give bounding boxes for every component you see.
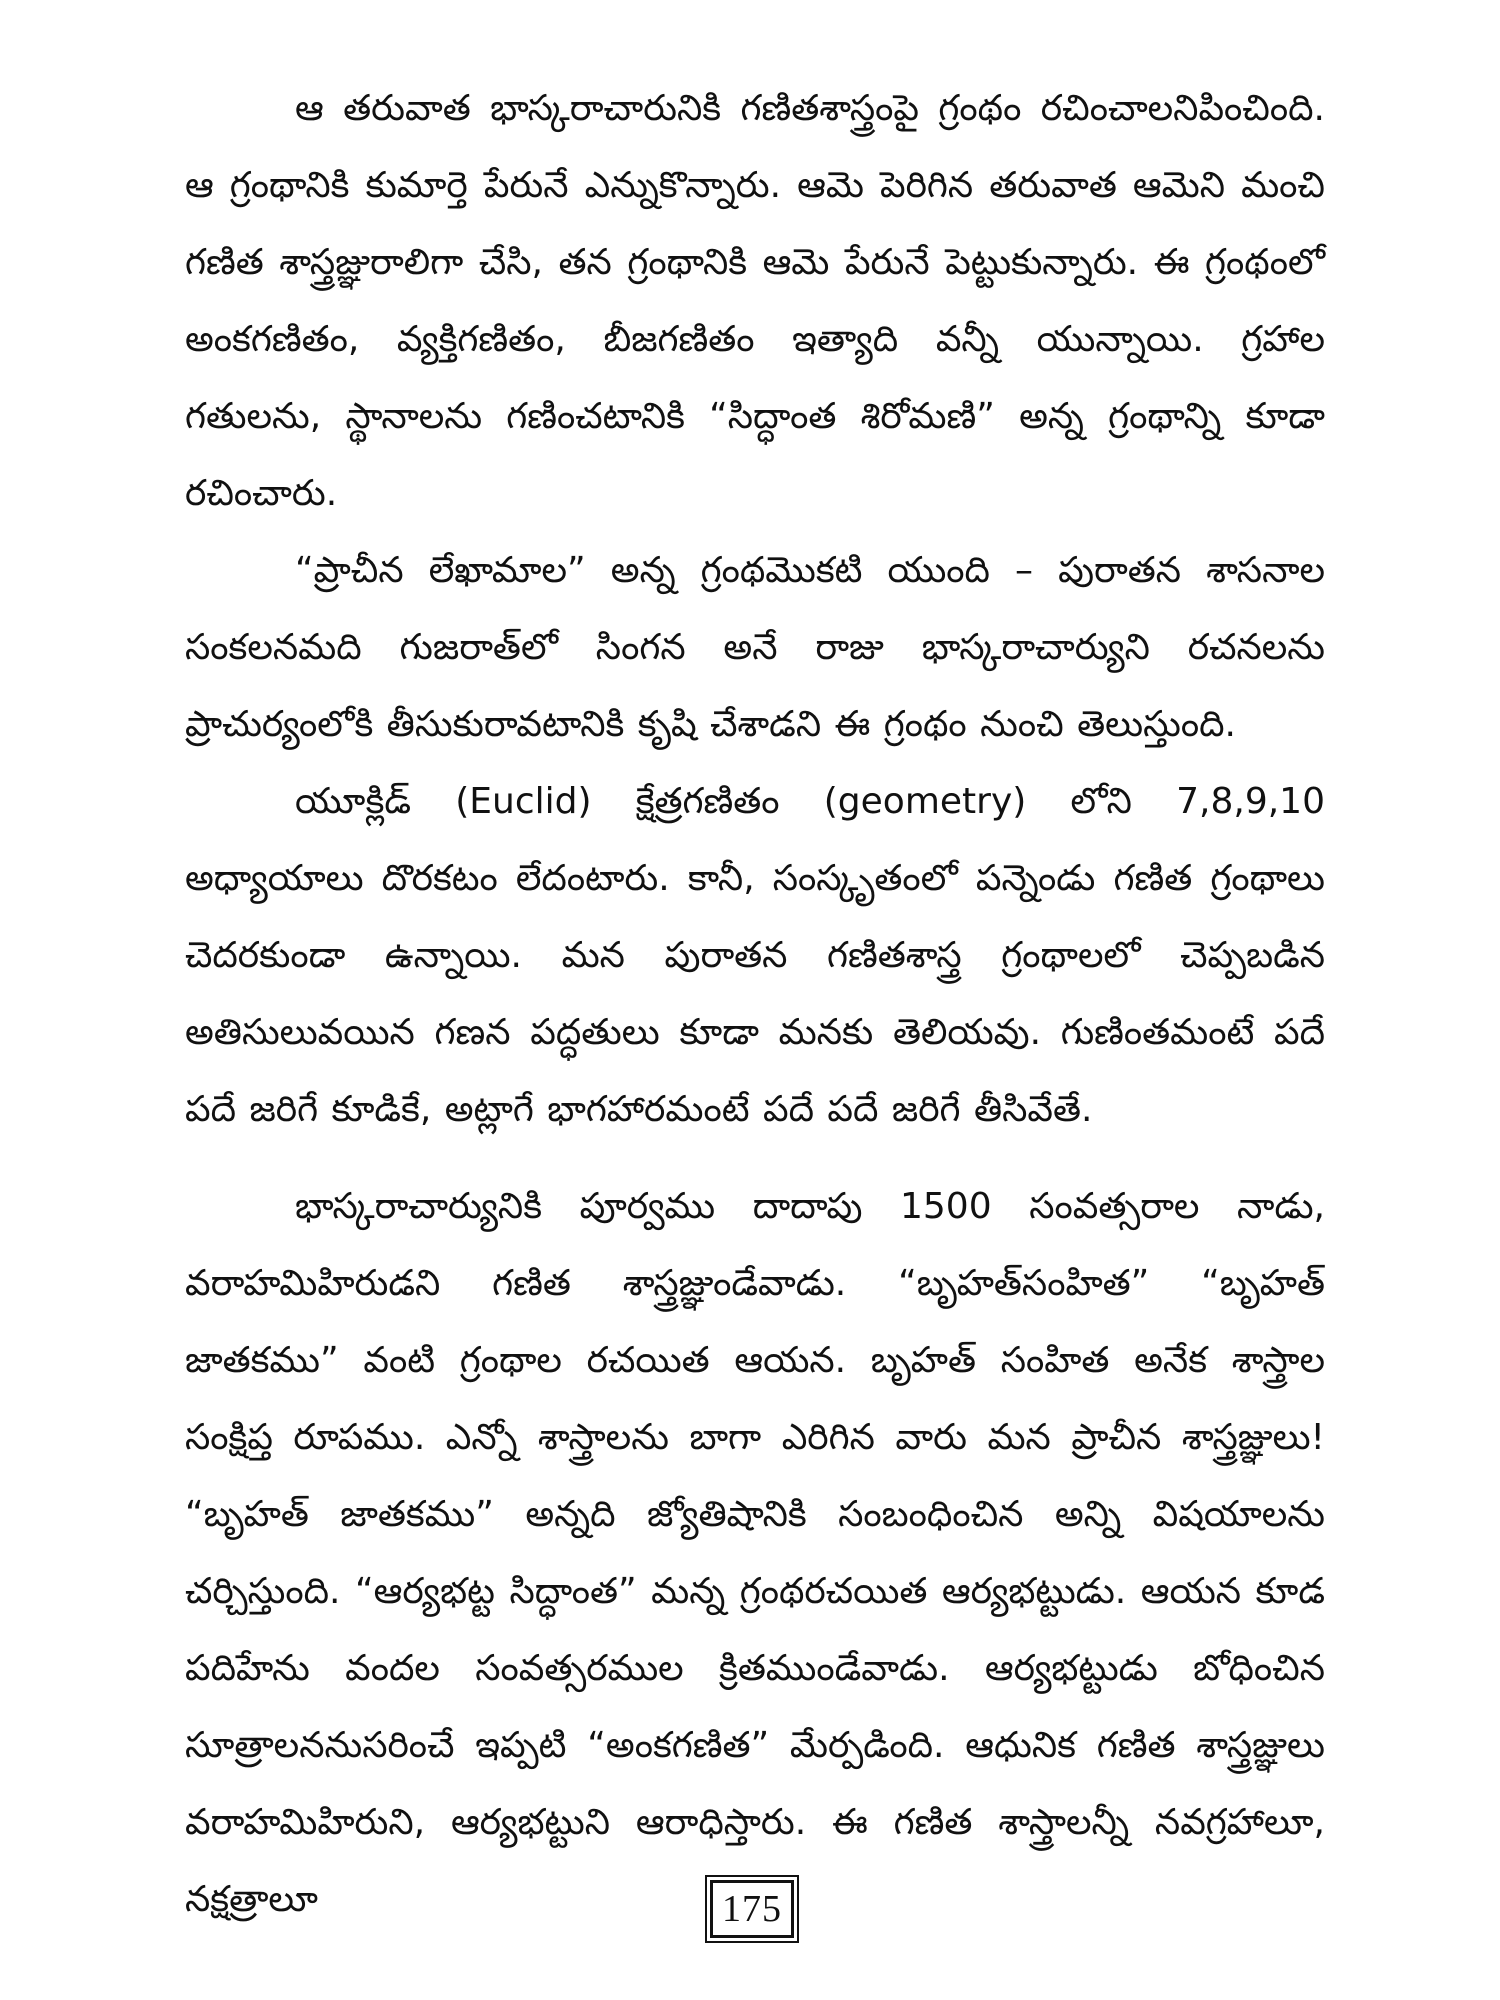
body-text: [185, 70, 1325, 1938]
paragraph-2: “ప్రాచీన లేఖామాల” అన్న గ్రంథమొకటి యుంది – పురాతన శాసనాల సంకలనమది గుజరాత్‌లో సింగన అనే రాజు భాస్కరాచార్యుని రచనలను ప్రాచుర్యంలోకి తీసుకురావటానికి కృషి చేశాడని ఈ గ్రంథం నుంచి తెలుస్తుంది.: [185, 550, 1325, 745]
paragraph-1: ఆ తరువాత భాస్కరాచారునికి గణితశాస్త్రంపై గ్రంథం రచించాలనిపించింది. ఆ గ్రంథానికి కుమార్తె పేరునే ఎన్నుకొన్నారు. ఆమె పెరిగిన తరువాత ఆమెని మంచి గణిత శాస్త్రజ్ఞురాలిగా చేసి, తన గ్రంథానికి ఆమె పేరునే పెట్టుకున్నారు. ఈ గ్రంథంలో అంకగణితం, వ్యక్తిగణితం, బీజగణితం ఇత్యాది వన్నీ యున్నాయి. గ్రహాల గతులను, స్థానాలను గణించటానికి “సిద్ధాంత శిరోమణి” అన్న గ్రంథాన్ని కూడా రచించారు.: [185, 88, 1325, 514]
paragraph-3: యూక్లిడ్ (Euclid) క్షేత్రగణితం (geometry) లోని 7,8,9,10 అధ్యాయాలు దొరకటం లేదంటారు. కానీ, సంస్కృతంలో పన్నెండు గణిత గ్రంథాలు చెదరకుండా ఉన్నాయి. మన పురాతన గణితశాస్త్ర గ్రంథాలలో చెప్పబడిన అతిసులువయిన గణన పద్ధతులు కూడా మనకు తెలియవు. గుణింతమంటే పదే పదే జరిగే కూడికే, అట్లాగే భాగహారమంటే పదే పదే జరిగే తీసివేతే.: [185, 781, 1325, 1130]
paragraph-4: భాస్కరాచార్యునికి పూర్వము దాదాపు 1500 సంవత్సరాల నాడు, వరాహమిహిరుడని గణిత శాస్త్రజ్ఞుండేవాడు. “బృహత్‌సంహిత” “బృహత్ జాతకము” వంటి గ్రంథాల రచయిత ఆయన. బృహత్ సంహిత అనేక శాస్త్రాల సంక్షిప్త రూపము. ఎన్నో శాస్త్రాలను బాగా ఎరిగిన వారు మన ప్రాచీన శాస్త్రజ్ఞులు! “బృహత్ జాతకము” అన్నది జ్యోతిషానికి సంబంధించిన అన్ని విషయాలను చర్చిస్తుంది. “ఆర్యభట్ట సిద్ధాంత” మన్న గ్రంథరచయిత ఆర్యభట్టుడు. ఆయన కూడ పదిహేను వందల సంవత్సరముల క్రితముండేవాడు. ఆర్యభట్టుడు బోధించిన సూత్రాలననుసరించే ఇప్పటి “అంకగణిత” మేర్పడింది. ఆధునిక గణిత శాస్త్రజ్ఞులు వరాహమిహిరుని, ఆర్యభట్టుని ఆరాధిస్తారు. ఈ గణిత శాస్త్రాలన్నీ నవగ్రహాలూ, నక్షత్రాలూ: [185, 1186, 1325, 1920]
page-number: 175: [710, 1880, 794, 1938]
